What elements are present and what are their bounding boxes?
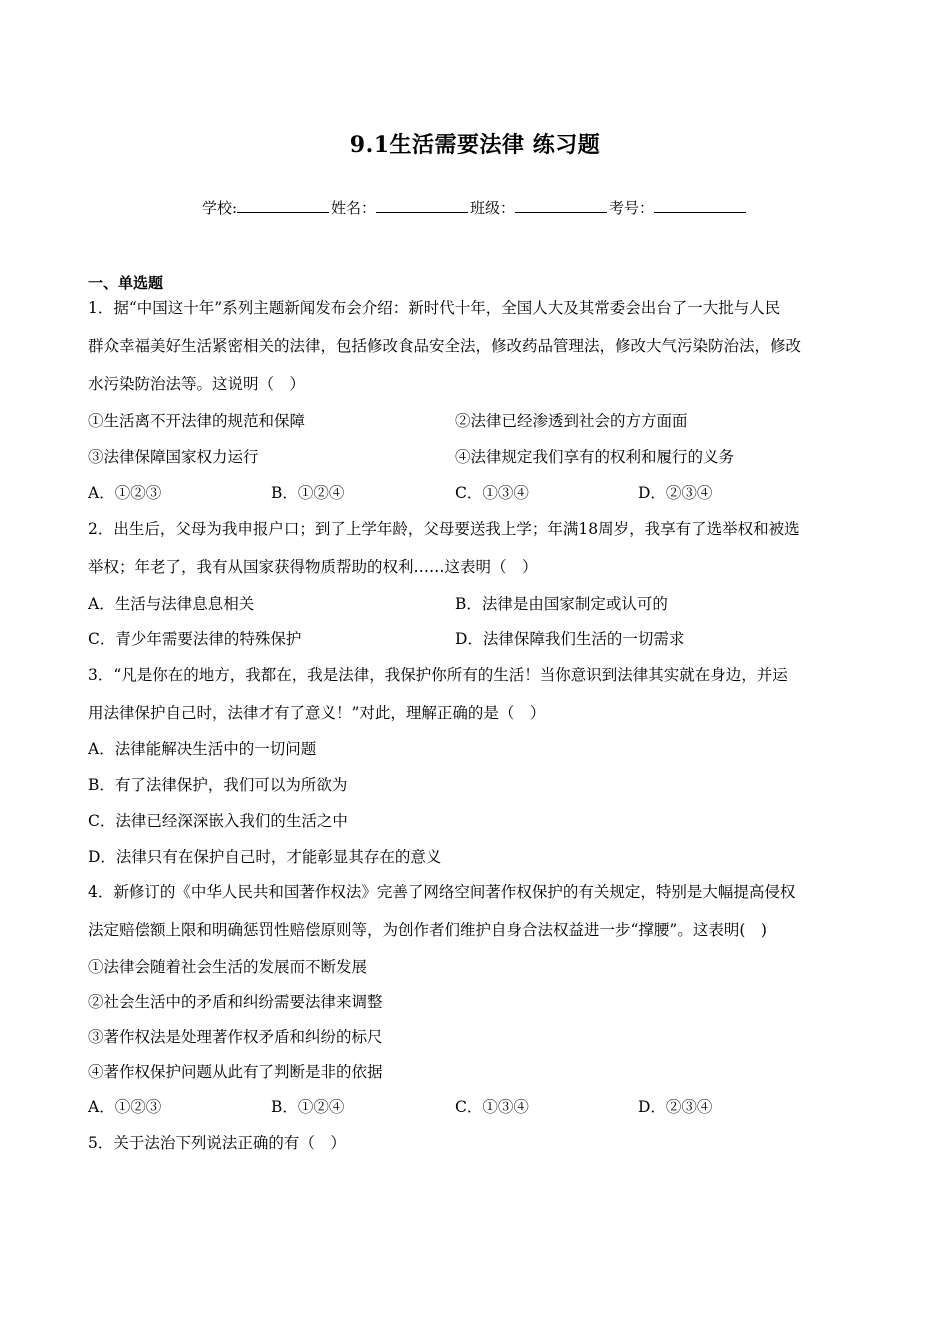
q1-option-d: D．②③④ bbox=[638, 484, 713, 502]
q4-option-a: A．①②③ bbox=[88, 1098, 162, 1116]
q5-line-1: 5．关于法治下列说法正确的有（ ） bbox=[88, 1134, 346, 1152]
q1-option-a: A．①②③ bbox=[88, 484, 162, 502]
q1-option-b: B．①②④ bbox=[271, 484, 345, 502]
q1-statement-4: ④法律规定我们享有的权利和履行的义务 bbox=[455, 448, 735, 466]
q3-line-2: 用法律保护自己时，法律才有了意义！”对此，理解正确的是（ ） bbox=[88, 704, 546, 722]
q1-line-3: 水污染防治法等。这说明（ ） bbox=[88, 375, 306, 393]
school-blank bbox=[237, 197, 329, 213]
q4-statement-3: ③著作权法是处理著作权矛盾和纠纷的标尺 bbox=[88, 1028, 383, 1046]
q3-option-d: D．法律只有在保护自己时，才能彰显其存在的意义 bbox=[88, 848, 442, 866]
q4-option-d: D．②③④ bbox=[638, 1098, 713, 1116]
student-info-line bbox=[0, 197, 950, 218]
class-blank bbox=[515, 197, 607, 213]
q4-statement-4: ④著作权保护问题从此有了判断是非的依据 bbox=[88, 1063, 383, 1081]
q4-line-2: 法定赔偿额上限和明确惩罚性赔偿原则等，为创作者们维护自身合法权益进一步“撑腰”。这表明( ) bbox=[88, 921, 767, 939]
class-label: 班级： bbox=[470, 199, 516, 217]
q2-line-2: 举权；年老了，我有从国家获得物质帮助的权利……这表明（ ） bbox=[88, 558, 538, 576]
q1-statement-3: ③法律保障国家权力运行 bbox=[88, 448, 259, 466]
q1-statement-2: ②法律已经渗透到社会的方方面面 bbox=[455, 412, 688, 430]
section-heading: 一、单选题 bbox=[88, 274, 164, 292]
name-blank bbox=[376, 197, 468, 213]
q2-option-b: B．法律是由国家制定或认可的 bbox=[455, 595, 668, 613]
q2-option-c: C．青少年需要法律的特殊保护 bbox=[88, 630, 302, 648]
q2-option-a: A．生活与法律息息相关 bbox=[88, 595, 255, 613]
name-label: 姓名： bbox=[331, 199, 377, 217]
q1-option-c: C．①③④ bbox=[455, 484, 529, 502]
q3-option-a: A．法律能解决生活中的一切问题 bbox=[88, 740, 317, 758]
number-blank bbox=[654, 197, 746, 213]
number-label: 考号： bbox=[609, 199, 655, 217]
q2-line-1: 2．出生后，父母为我申报户口；到了上学年龄，父母要送我上学；年满18周岁，我享有了选举权和被选 bbox=[88, 520, 800, 538]
q4-statement-1: ①法律会随着社会生活的发展而不断发展 bbox=[88, 958, 368, 976]
q4-option-c: C．①③④ bbox=[455, 1098, 529, 1116]
q4-statement-2: ②社会生活中的矛盾和纠纷需要法律来调整 bbox=[88, 993, 383, 1011]
page-title: 9.1生活需要法律 练习题 bbox=[349, 132, 601, 158]
q2-option-d: D．法律保障我们生活的一切需求 bbox=[455, 630, 685, 648]
q1-line-2: 群众幸福美好生活紧密相关的法律，包括修改食品安全法，修改药品管理法，修改大气污染防治法，修改 bbox=[88, 337, 802, 355]
q1-line-1: 1．据“中国这十年”系列主题新闻发布会介绍：新时代十年，全国人大及其常委会出台了一大批与人民 bbox=[88, 299, 781, 317]
q3-option-b: B．有了法律保护，我们可以为所欲为 bbox=[88, 776, 348, 794]
q3-option-c: C．法律已经深深嵌入我们的生活之中 bbox=[88, 812, 348, 830]
q4-option-b: B．①②④ bbox=[271, 1098, 345, 1116]
q1-statement-1: ①生活离不开法律的规范和保障 bbox=[88, 412, 306, 430]
q3-line-1: 3．“凡是你在的地方，我都在，我是法律，我保护你所有的生活！当你意识到法律其实就在身边，并运 bbox=[88, 666, 788, 684]
q4-line-1: 4．新修订的《中华人民共和国著作权法》完善了网络空间著作权保护的有关规定，特别是大幅提高侵权 bbox=[88, 883, 796, 901]
school-label: 学校: bbox=[201, 199, 237, 217]
